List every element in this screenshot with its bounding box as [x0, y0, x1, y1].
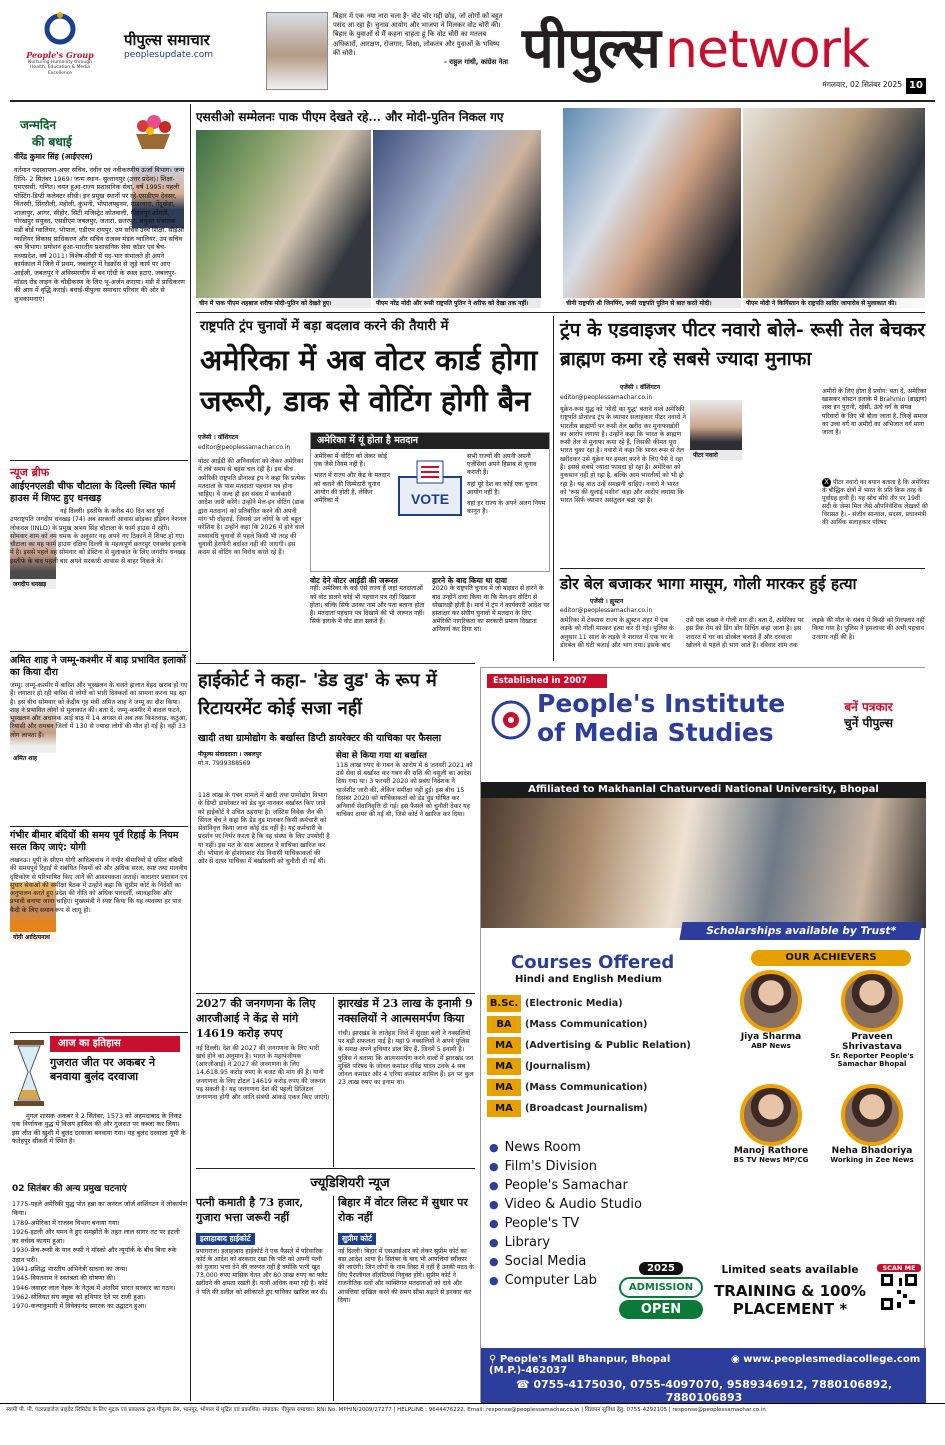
ad-address: [489, 1354, 729, 1376]
ad-website-text[interactable]: www.peoplesmediacollege.com: [743, 1354, 921, 1365]
masthead: [522, 8, 932, 81]
box-point: अमेरिका में वोटिंग को लेकर कोई एक जैसे नियम नहीं हैं।: [314, 453, 387, 469]
admission-open: OPEN: [619, 1300, 703, 1319]
judiciary-1-title: पत्नी कमाती है 73 हजार, गुजारा भत्ता जरूरी नहीं: [196, 1196, 304, 1224]
qr-code-icon: [879, 1272, 919, 1312]
date-line: मंगलवार, 02 सितंबर 2025: [822, 80, 902, 89]
course-row: [487, 1015, 722, 1034]
deadwood-sub-title: सेवा से किया गया था बर्खास्त: [336, 751, 427, 761]
location-pin-icon: ⚲: [489, 1354, 500, 1365]
voting-box: [310, 432, 550, 572]
trump-headline: अमेरिका में अब वोटर कार्ड होगा जरूरी, डाक से वोटिंग होगी बैन: [200, 343, 538, 418]
judiciary-story-2: [338, 1196, 475, 1401]
history-events: [12, 1200, 188, 1400]
achiever-org: ABP News: [751, 1042, 791, 1050]
vote-graphic: [397, 457, 463, 517]
event-item: 1946-जवाहर लाल नेहरू के नेतृत्व में अंतरिम भारत सरकार का गठन।: [12, 1283, 176, 1292]
judiciary-story-1: [196, 1196, 330, 1401]
qr-code[interactable]: [877, 1264, 921, 1324]
navarro-dateline: एजेंसी । वॉशिंगटन: [620, 384, 661, 391]
deadwood-story: [196, 667, 474, 992]
admission-badge[interactable]: [619, 1256, 703, 1342]
census-headline: 2027 की जनगणना के लिए आरजीआई ने केंद्र से मांगे 14619 करोड़ रुपए: [196, 997, 316, 1040]
achiever-3: [721, 1084, 821, 1194]
ad-tagline1: बनें पत्रकार: [844, 700, 893, 714]
ad-affiliation: Affiliated to Makhanlal Chaturvedi National University, Bhopal: [481, 782, 926, 798]
course-name: (Journalism): [525, 1061, 591, 1072]
achiever-4: [821, 1084, 923, 1194]
ad-phones-text: 0755-4175030, 0755-4097070, 9589346912, 7880106892, 7880106893: [533, 1378, 893, 1404]
course-row: [487, 1057, 722, 1076]
event-item: 1941-प्रशिद्ध भारतीय अभिनेत्री साधना का जन्म।: [12, 1264, 128, 1273]
achiever-name: Jiya Sharma: [740, 1032, 802, 1042]
achiever-name: Manoj Rathore: [733, 1146, 809, 1156]
course-row: [487, 1099, 722, 1118]
course-name: (Mass Communication): [525, 1019, 648, 1030]
sco-photo-4: [743, 108, 925, 308]
course-name: (Broadcast Journalism): [525, 1103, 648, 1114]
facility-item: ● People's Samachar: [489, 1176, 709, 1195]
brief-item-2: [10, 655, 188, 825]
box-point: भारत में राज्य और केंद्र के मतदान को कराने की जिम्मेदारी चुनाव आयोग की होती है, लेकिन अमेरिका में: [314, 472, 390, 504]
judiciary-2-title: बिहार में वोटर लिस्ट में सुधार पर रोक नहीं: [338, 1196, 468, 1224]
small-brand-name: पीपुल्स समाचार: [124, 31, 210, 49]
course-row: [487, 994, 722, 1013]
hourglass-icon: [12, 1038, 46, 1108]
quote-box: [333, 12, 508, 92]
facility-item: ● Library: [489, 1233, 709, 1252]
deadwood-phone: मो.न. 7999388569: [198, 760, 251, 767]
trump-sub2-title: हारने के बाद किया था दावा: [432, 576, 507, 585]
brief-3-photo-caption: योगी आदित्यनाथ: [10, 932, 56, 942]
courses-list: [487, 994, 722, 1124]
facility-item: ● Video & Audio Studio: [489, 1195, 709, 1214]
birthday-body: वर्तमान पदस्थापना-अपर सचिव, नवीन एवं नवीकरणीय ऊर्जा विभाग। जन्म तिथि- 2 सितंबर 1969। जन्म स्थान- सुल्तानपुर (उत्तर प्रदेश)। शिक्षा-एमएससी, गणित। चयन हुआ-राज्य प्रशासनिक सेवा, वर्ष 1995। पहली पोस्टिंग-डिप्टी कलेक्टर सीधी। इन प्रमुख स्थानों पर रहे-एसडीएम देवसर, चितरंगी, सिंगरौली, महोली, कुंभनी, भोपालपट्टनम, गाडरवारा, तेंदूखेड़ा, शाजापुर, आगर, सीहोर, सिटी मजिस्ट्रेट कोतवाली, गोहलपुर ओमती, गोरखपुर संयुक्त, एसडीएम जबलपुर, जतारा, छतरपुर, संयुक्त संचालक मंडी बोर्ड ग्वालियर, भोपाल, एडीएम रायपुर, उप सचिव उच्च शिक्षा, सीईओ ग्वालियर विकास प्राधिकरण और सचिव राजस्व मंडल ग्वालियर, उप सचिव श्रम विभाग। प्रमोशन हुआ-भारतीय प्रशासनिक सेवा कॉडर एवं बैच-मध्यप्रदेश, वर्ष 2011। विशेष-सीधी में पद-भार संभालते ही अपने कार्यकाल में जिले में प्रथम, जबलपुर में रेडक्रॉस से जुड़े कार्य पर आए आईजी, जबलपुर ने अविस्मरणीय में बन गाँधी के स्थल हटाए, जबलपुर-मॉडल रोड लाइन के चौड़ीकरण के लिए भू-अर्जन कराया। मंडी में प्राधिकरण की आय में वृद्धि कराई। बधाई-पीपुल्स समाचार परिवार की ओर से शुभकामनाएं।: [14, 166, 185, 303]
course-row: [487, 1036, 722, 1055]
achiever-1: [721, 970, 821, 1070]
facility-item: ● News Room: [489, 1138, 709, 1157]
navarro-story: [560, 316, 930, 566]
box-point: यहां पूरे देश का कोई एक चुनाव आयोग नहीं है।: [467, 480, 538, 496]
navarro-photo: [690, 400, 742, 460]
history-label: आज का इतिहास: [50, 1036, 180, 1052]
ad-tagline2: चुनें पीपुल्स: [844, 715, 893, 730]
course-degree: MA: [487, 1100, 521, 1117]
navarro-photo-caption: पीटर नवारो: [690, 450, 742, 460]
brief-3-body: लखनऊ। यूपी के सीएम योगी आदित्यनाथ ने गंभीर बीमारियों से ग्रसित बंदियों की समयपूर्व रिहाई से संबंधित नियमों को और अधिक सरल, स्पष्ट तथा मानवीय दृष्टिकोण से परिभाषित किए जाने की आवश्यकता जताई। कारागार प्रशासन एवं सुधार सेवाओं की समीक्षा बैठक में उन्होंने कहा कि सुप्रीम कोर्ट के निर्देशों का अनुपालन करते हुए प्रदेश की नीति को अधिक पारदर्शी, व्यावहारिक और प्रभावी बनाया जाना चाहिए। मुख्यमंत्री ने स्पष्ट किया कि यह व्यवस्था हर पात्र कैदी के लिए समान रूप से लागू हो।: [10, 857, 188, 914]
phone-icon: ☎: [515, 1378, 534, 1391]
deadwood-headline: हाईकोर्ट ने कहा- 'डेड वुड' के रूप में रिटायरमेंट कोई सजा नहीं: [198, 670, 437, 719]
course-degree: MA: [487, 1079, 521, 1096]
census-story: [196, 997, 330, 1167]
navarro-headline: ट्रंप के एडवाइजर पीटर नवारो बोले- रूसी तेल बेचकर ब्राह्मण कमा रहे सबसे ज्यादा मुनाफा: [560, 319, 926, 370]
shooting-headline: डोर बेल बजाकर भागा मासूम, गोली मारकर हुई हत्या: [560, 574, 857, 593]
trump-story: [196, 316, 551, 661]
course-row: [487, 1078, 722, 1097]
ad-phones: [489, 1378, 919, 1404]
brief-1-photo-caption: जगदीप धनखड़: [10, 579, 56, 589]
sco-photo-3: [563, 108, 741, 308]
trump-dateline: एजेंसी । वॉशिंगटन: [198, 434, 239, 441]
facility-item: ● Computer Lab: [489, 1271, 709, 1290]
flower-basket-icon: [128, 110, 178, 150]
event-item: 1970-कन्याकुमारी में विवेकानंद स्मारक का उद्घाटन हुआ।: [12, 1302, 147, 1311]
vote-graphic-label: VOTE: [410, 491, 450, 507]
sco-photo-3-caption: चीनी राष्ट्रपति शी जिनपिंग, रूसी राष्ट्रपति पुतिन से बात करते मोदी।: [563, 298, 741, 308]
quote-author: - राहुल गांधी, कांग्रेस नेता: [444, 57, 508, 66]
history-body: मुगल शासक अकबर ने 2 सितंबर, 1573 को अहमदाबाद के निकट एक निर्णायक युद्ध में विजय हासिल की और गुजरात पर कब्जा कर लिया। इस जीत की खुशी में बुलंद दरवाजा बनवाया गया। यह बुलंद दरवाजा यूपी के फतेहपुर सीकरी में स्थित है।: [12, 1112, 186, 1146]
history-title: गुजरात जीत पर अकबर ने बनवाया बुलंद दरवाजा: [50, 1056, 156, 1083]
admission-year: 2025: [639, 1262, 683, 1275]
course-degree: BA: [487, 1016, 521, 1033]
courses-medium: Hindi and English Medium: [515, 974, 662, 985]
deadwood-dateline: पीपुल्स संवाददाता । जबलपुर: [198, 751, 262, 758]
brief-1-body: नई दिल्ली। इस्तीफे के करीब 40 दिन बाद पूर्व उपराष्ट्रपति जगदीप धनखड़ (74) अब सरकारी आवास छोड़कर इंडियन नेशनल लोकदल (INLD) के प्रमुख अभय सिंह चौटाला के फार्म हाउस में रहेंगे। सोमवार शाम को नम चमक के अनुसार वह अपने नए ठिकाने में शिफ्ट हो गए। चौटाला का यह फार्म हाउस दक्षिण दिल्ली के महत्वपूर्ण छतरपुर एनक्लेव इलाके में है। इससे पहले वह सोमवार को डेस्टिना से मुलाकात के लिए जगदीप धनखड़ इस्तीफे के बाद पहली बार अपने सरकारी आवास से बाहर निकले थे।: [10, 508, 187, 565]
ad-institute-line1: People's Institute: [537, 689, 786, 718]
training-line: TRAINING & 100%: [714, 1282, 866, 1300]
brief-2-body: जम्मू। जम्मू-कश्मीर में बारिश और भूस्खलन के चलते हालात बेहद खराब हो गए हैं। लगातार हो रही बारिश से लोगों को भारी दिक्कतों का सामना करना पड़ रहा है। इस बीच सोमवार को केंद्रीय गृह मंत्री अमित शाह ने जम्मू का दौरा किया। शाह ने प्रभावित लोगों से मुलाकात की। बता दें, जम्मू-कश्मीर में बादल फटने, भूस्खलन और अचानक आई बाढ़ में 14 अगस्त से अब तक किश्तवाड़, कठुआ, रियासी और रामबन जिलों में 130 से ज्यादा लोगों की मौत हो गई है। वहीं 33 लोग लापता हैं।: [10, 682, 188, 739]
judiciary-2-tag: सुप्रीम कोर्ट: [338, 1233, 376, 1245]
brief-item-3: [10, 830, 188, 1030]
peoples-group-logo-icon: [43, 12, 77, 46]
achiever-2: [821, 970, 923, 1080]
small-brand-url[interactable]: peoplesupdate.com: [124, 50, 213, 60]
masthead-english: network: [665, 20, 870, 80]
shooting-body: अमेरिका में टेक्सास राज्य के ह्यूस्टन शहर में एक लड़के को गोली मारकर हत्या कर दी गई। पुलिस के अनुसार 11 साल के लड़के ने शरारत में एक घर के डोरबेल की घंटी बजाई और भाग गया। इसके बाद उसे एक शख्स ने गोली मार दी। बता दें, अमेरिका पर इस प्रैंक गेम को डिंग डोंग डिचिंग कहा जाता है। इस शरारत में घर का डोरबेल बजाते हैं और दरवाजा खोलने से पहले ही भाग जाते हैं। रविवार शाम तक लड़के की मौत के संबंध में किसी को गिरफ्तार नहीं किया गया है। पुलिस ने हमलावर की अभी पहचान उजागर नहीं की है।: [560, 617, 925, 649]
page-number: 10: [906, 78, 926, 94]
limited-seats: Limited seats available: [721, 1264, 859, 1276]
trump-sub1-body: नहीं: अमेरिका के कई ऐसे राज्य हैं जहां मतदाताओं को वोट डालने कोई भी पहचान पत्र नहीं दिखाना होता। बल्कि सिर्फ उनका नाम और पता बताना होता है। मतदाता पहचान पत्र दिखाने की भी जरूरत नहीं। सिर्फ इलाके में वोट डाल सकते हैं।: [310, 585, 425, 626]
trump-kicker: राष्ट्रपति ट्रंप चुनावों में बड़ा बदलाव करने की तैयारी में: [200, 319, 449, 334]
sco-photo-4-caption: पीएम मोदी ने किर्गिस्तान के राष्ट्रपति सादिर जापारोव से मुलाकात की।: [743, 298, 925, 308]
event-item: 1789-अमेरिका में राजस्व विभाग बनाया गया।: [12, 1218, 120, 1227]
trump-sub1-title: वोट देने वोटर आईडी की जरूरत: [310, 576, 398, 585]
x-logo-icon: X: [822, 478, 831, 487]
scan-me-label: SCAN ME: [877, 1264, 921, 1272]
ad-address-text: People's Mall Bhanpur, Bhopal (M.P.)-462037: [489, 1354, 671, 1376]
sco-photo-2-caption: पीएम नरेंद्र मोदी और रूसी राष्ट्रपति पुतिन ने शरीफ को देखा तक नहीं।: [373, 298, 541, 308]
placement-line: PLACEMENT *: [732, 1300, 848, 1318]
achiever-photo: [841, 1084, 903, 1146]
sco-photo-1-caption: चीन में पाक पीएम शहबाज शरीफ मोदी-पुतिन को देखते हुए।: [196, 298, 371, 308]
course-degree: MA: [487, 1058, 521, 1075]
rahul-gandhi-photo: [266, 12, 328, 90]
group-tagline: Nurturing Humanity through Health, Education & Media Excellence: [28, 60, 92, 76]
ad-established: Established in 2007: [487, 674, 607, 688]
brief-3-title: गंभीर बीमार बंदियों की समय पूर्व रिहाई के नियम सरल किए जाएं: योगी: [10, 830, 179, 853]
ad-institute-line2: of Media Studies: [537, 717, 774, 747]
birthday-name: वीरेंद्र कुमार सिंह (आईएएस): [14, 152, 93, 161]
achiever-org: BS TV News MP/CG: [733, 1156, 809, 1164]
achiever-name: Neha Bhadoriya: [831, 1146, 913, 1156]
trump-email: editor@peoplessamachar.co.in: [198, 444, 291, 451]
sco-photo-1: [196, 130, 371, 308]
birthday-title: जन्मदिन: [20, 118, 57, 132]
ad-contact-bar: [481, 1348, 926, 1403]
shooting-dateline: एजेंसी । ह्यूस्टन: [590, 598, 624, 605]
imprint-footer: स्वामी पी. पी. एंटरप्राइजेज प्राइवेट लिमिटेड के लिए मुद्रक एवं प्रकाशक द्वारा पीपुल्स प्रेस, भानपुर, भोपाल से मुद्रित एवं प्रकाशित। संपादक: पीपुल्स समाचार। RNI No. MPHIN/2009/27277 | HELPLINE : 9644476222, Email: response@peoplessamachar.co.in | विज्ञापन सुविधा हेतु: 0755-4292105 | response@peoplessamachar.co.in: [0, 1403, 945, 1445]
facility-item: ● People's TV: [489, 1214, 709, 1233]
shooting-story: [560, 572, 930, 664]
facility-item: ● Film's Division: [489, 1157, 709, 1176]
navarro-email: editor@peoplessamachar.co.in: [560, 394, 653, 401]
admission-label: ADMISSION: [619, 1277, 703, 1298]
deadwood-body: 118 लाख के गबन मामले में खादी तथा ग्रामोद्योग विभाग के डिप्टी डायरेक्टर को डेड वुड मानकर बर्खास्त किए जाने को हाईकोर्ट ने उचित ठहराया है। जस्टिस विवेक जैन की सिंगल बेंच ने कहा कि डेड वुड मानकर किसी कर्मचारी को सेवानिवृत्त किया जाना कोई दंड नहीं है। यह कर्मचारी के प्रदर्शन पर निर्भर करता है कि वह संस्था के लिए उपयोगी है या नहीं। इस मत के साथ अदालत ने याचिका खारिज कर दी। भोपाल के होशंगाबाद रोड निवासी याचिकाकर्ता की ओर से दायर याचिका में बर्खास्तगी को चुनौती दी गई थी।: [198, 792, 330, 866]
judiciary-2-body: नई दिल्ली। बिहार में एसआईआर को लेकर सुप्रीम कोर्ट का बड़ा आदेश आया है। सितंबर के बाद भी आपत्तियां स्वीकार की जाएंगी। जिन लोगों के नाम लिस्ट में नहीं हैं उनकी मदद के लिए पैरालीगल वॉलंटियर्स नियुक्त होंगे। सुप्रीम कोर्ट ने राजनीतिक दलों और व्यक्तिगत मतदाताओं को दावे और आपत्तियां दाखिल करने की समय सीमा बढ़ाने से इनकार कर दिया।: [338, 1247, 474, 1304]
sanyal-tweet: [822, 478, 930, 564]
event-item: 1962-सोवियत संघ क्यूबा को हथियार देने पर राजी हुआ।: [12, 1292, 146, 1301]
navarro-side: अमीरों के लिए होता है प्रयोग: बता दें, अमेरिका खासकर बोस्टन इलाके में Brahmin (ब्राह्मण) शब्द इन पुरानी, रईसी, ऊंचे वर्ग के संपन्न परिवारों के लिए भी बोला जाता है, जिन्हें समाज का उच्च वर्ग या अमीरों का अभिजात वर्ग माना जाता है।: [822, 388, 928, 436]
achiever-photo: [841, 970, 903, 1032]
group-name: People's Group: [26, 50, 94, 60]
quote-text: बिहार में एक नया नारा चला है- वोट चोर गद्दी छोड़, जो लोगों को बहुत पसंद आ रहा है। चुनाव आयोग और भाजपा ने मिलकर वोट चोरी की। बिहार के युवाओं से मैं कहना चाहता हूं कि वोट चोरी का मतलब अधिकारों, आरक्षण, रोजगार, शिक्षा, लोकतंत्र और युवाओं के भविष्य की चोरी।: [333, 12, 503, 57]
pims-advertisement[interactable]: [480, 667, 925, 1402]
sco-photo-2: [373, 130, 541, 308]
box-point: वहां हर राज्य के अपने अलग नियम कानून हैं।: [467, 499, 546, 516]
brief-1-title: आईएनएलडी चीफ चौटाला के दिल्ली स्थित फार्म हाउस में शिफ्ट हुए धनखड़: [10, 481, 176, 504]
course-degree: B.Sc.: [487, 995, 521, 1012]
ad-collage-photo: [481, 798, 926, 928]
birthday-subtitle: की बधाई: [32, 135, 72, 149]
masthead-hindi: पीपुल्स: [522, 15, 660, 81]
brief-2-photo-caption: अमित शाह: [10, 753, 56, 763]
achiever-photo: [740, 970, 802, 1032]
history-box: [10, 1036, 188, 1401]
trump-sub2-body: 2020 के राष्ट्रपति चुनाव में जो बाइडन से हारने के बाद उन्होंने दावा किया था कि मेल-इन वोटिंग से धोखाधड़ी होती है। मार्च में ट्रंप ने कार्यकारी आदेश पर हस्ताक्षर कर संघीय चुनावों में मतदान के लिए अमेरिकी नागरिकता का सरकारी प्रमाण दिखाना अनिवार्य कर दिया था।: [432, 585, 550, 634]
naxal-story: [338, 997, 475, 1167]
deadwood-sub-body: 118 लाख रुपए के गबन के आरोप में 8 जनवरी 2021 को उसे सेवा से बर्खास्त कर गबन की राशि की वसूली का आदेश दिया गया था। 3 फरवरी 2020 को प्रबंध निदेशक ने चार्जशीट जारी की, लेकिन समीक्षा नहीं हुई। इस बीच 15 दिसंबर 2020 को याचिकाकर्ता को डेड वुड घोषित कर अनिवार्य सेवानिवृत्ति दी गई। इस फैसले को चुनौती देकर यह याचिका दायर की गई थी, जिसे कोर्ट ने खारिज कर दिया।: [336, 761, 473, 819]
naxal-headline: झारखंड में 23 लाख के इनामी 9 नक्सलियों ने आत्मसमर्पण किया: [338, 997, 473, 1025]
event-item: 1926-इटली और यमन ने हुए समझौते के तहत लाल सागर तट पर इटली का वर्चस्व कायम हुआ।: [12, 1227, 180, 1246]
peoples-group-logo: [20, 12, 100, 82]
news-brief-label: न्यूज ब्रीफ: [10, 466, 50, 479]
small-brand: [124, 30, 264, 70]
course-name: (Advertising & Public Relation): [525, 1040, 691, 1051]
globe-icon: ◉: [731, 1354, 744, 1365]
birthday-box: [10, 104, 188, 458]
box-point: सभी राज्यों की अपनी अपनी एजेंसियां अपने हिसाब से चुनाव कराती हैं।: [467, 453, 537, 477]
tweet-text: पीटर नवारो का बयान बताता है कि अमेरिका के बौद्धिक क्षेत्रों में भारत के प्रति किस तरह के पूर्वाग्रह हावी हैं। यह सोच सीधे तौर पर 19वीं सदी के जेम्स मिल जैसे औपनिवेशिक लेखकों की विरासत है। - संजीव सान्याल, सदस्य, प्रधानमंत्री की आर्थिक सलाहकार परिषद: [822, 479, 930, 527]
brief-item-1: [10, 481, 188, 649]
event-item: 1775-पहले अमेरिकी युद्ध पोत हन्ना का जनरल जॉर्ज वाशिंगटन ने लोकार्पण किया।: [12, 1200, 188, 1218]
naxal-body: रांची। झारखंड के लातेहार जिले में सुरक्षा बलों ने नक्सलियों पर बड़ी सफलता पाई है। यहां 9 नक्सलियों ने अपने पुलिस के समक्ष अपने हथियार डाल दिए हैं, जिनमें 5 इनामी हैं। पुलिस ने बताया कि आत्मसमर्पण करने वालों में झारखंड जन मुक्ति परिषद के जोनल कमांडर रविंद्र यादव उनके 4 सब जोनल कमांडर और 4 एरिया कमांडर शामिल हैं। इन पर कुल 23 लाख रुपए का इनाम था।: [338, 1029, 474, 1087]
achiever-org: Sr. Reporter People's Samachar Bhopal: [830, 1052, 914, 1068]
achiever-name: Praveen Shrivastava: [841, 1032, 903, 1052]
achievers-title: OUR ACHIEVERS: [751, 950, 911, 966]
census-body: नई दिल्ली। देश की 2027 की जनगणना के लिए भारी खर्च होने का अनुमान है। भारत के महापंजीयक (आरजीआई) ने 2027 की जनगणना के लिए 14,618.95 करोड़ रुपए के बजट की मांग की है। यानी जनगणना के लिए टोटल 14619 करोड़ रुपए की जरूरत पड़ सकती है। यह जनगणना देश की पहली डिजिटल जनगणना होगी और जाति संबंधी आंकड़े एकत्र किए जाएंगे।: [196, 1044, 330, 1102]
achiever-photo: [740, 1084, 802, 1146]
ad-scholarship: Scholarships available by Trust*: [679, 922, 922, 940]
brief-2-title: अमित शाह ने जम्मू-कश्मीर में बाढ़ प्रभावित इलाकों का किया दौरा: [10, 655, 187, 678]
course-name: (Electronic Media): [525, 998, 623, 1009]
event-item: 1945-वियतनाम ने स्वतंत्रता की घोषणा की।: [12, 1274, 116, 1283]
course-name: (Mass Communication): [525, 1082, 648, 1093]
trump-body: वोटर आईडी की अनिवार्यता को लेकर अमेरिका में लंबे समय से बहस चल रही है। इस बीच अमेरिकी राष्ट्रपति डोनाल्ड ट्रंप ने कहा कि प्रत्येक मतदाता के पास मतदाता पहचान पत्र होना चाहिए। वे जल्द ही इस संबंध में कार्यकारी आदेश जारी करेंगे। उन्होंने मेल-इन वोटिंग (डाक द्वारा मतदान) को प्रतिबंधित करने की अपनी मांग भी दोहराई, जिससे उन लोगों के जो बहुत कोशिश है। उन्होंने कहा कि 2026 में होने वाले मध्यावधि चुनावों से पहले किसी भी तरह की चुनावी हेराफेरी बर्दाश्त नहीं की जाएगी। इस कदम से वोटिंग का विरोध करते रहे हैं।: [198, 458, 306, 557]
deadwood-subhead: खादी तथा ग्रामोद्योग के बर्खास्त डिप्टी डायरेक्टर की याचिका पर फैसला: [198, 733, 442, 744]
sco-headline: एससीओ सम्मेलनः पाक पीएम देखते रहे... और मोदी-पुतिन निकल गए: [196, 110, 504, 124]
judiciary-1-tag: इलाहाबाद हाईकोर्ट: [196, 1233, 255, 1245]
history-events-title: 02 सितंबर की अन्य प्रमुख घटनाएं: [12, 1184, 127, 1194]
shooting-email: editor@peoplessamachar.co.in: [560, 607, 653, 614]
judiciary-label: ज्यूडिशियरी न्यूज: [310, 1176, 390, 1191]
course-degree: MA: [487, 1037, 521, 1054]
event-item: 1930-फ्रेंच-रूसी के यान रूसी ने मॉस्को और न्यूयॉर्क के बीच बिना रुके उड़ान भरी।: [12, 1246, 177, 1264]
ad-website[interactable]: [731, 1354, 921, 1368]
facility-item: ● Social Media: [489, 1252, 709, 1271]
header: [0, 0, 945, 100]
courses-title: Courses Offered: [511, 952, 675, 973]
navarro-body: यूक्रेन-रूस युद्ध को 'मोदी का युद्ध' बताने वाले अमेरिकी राष्ट्रपति डोनाल्ड ट्रंप के व्यापार सलाहकार पीटर नवारो ने भारतीय ब्राह्मणों पर रूसी तेल खरीद कर मुनाफाखोरी का आरोप लगाया है। उन्होंने कहा कि भारत के ब्राह्मण रूसी तेल से मुनाफा कमा रहे हैं, जिसकी कीमत पूरा भारत चुका रहा है। नवारो ने कहा कि भारत रूस से तेल खरीदकर उसे यूक्रेन पर हमला करने के लिए पैसे दे रहा है। इससे सबसे ज्यादा फायदा हो रहा है। अमेरिका को नुकसान नहीं हो रहा है, बल्कि आम भारतीयों को भी हो रहा है। यह बात उन्हें समझनी चाहिए। नवारो ने भारत को 'रूस की धुलाई मशीन' कहा और आरोप लगाया कि भारत सिर्फ व्यापार असंतुलन बढ़ा रहा है।: [560, 406, 686, 505]
judiciary-1-body: प्रयागराज। इलाहाबाद हाईकोर्ट ने एक फैसले में परिवारिक कोर्ट के आदेश को बरकरार रखा कि पति को अपनी पत्नी को गुजारा भत्ता देने की जरूरत नहीं है क्योंकि पत्नी खुद 73,000 रुपए मासिक वेतन और 80 लाख रुपए का फ्लैट खरीदने की क्षमता रखती है। पत्नी अधिक कमा रही है। कोर्ट ने पति की दलील को स्वीकारते हुए याचिका खारिज कर दी।: [196, 1247, 328, 1296]
voting-box-title: अमेरिका में यूं होता है मतदान: [311, 433, 549, 449]
achiever-org: Working in Zee News: [830, 1156, 914, 1164]
pims-logo-icon: [491, 698, 531, 742]
